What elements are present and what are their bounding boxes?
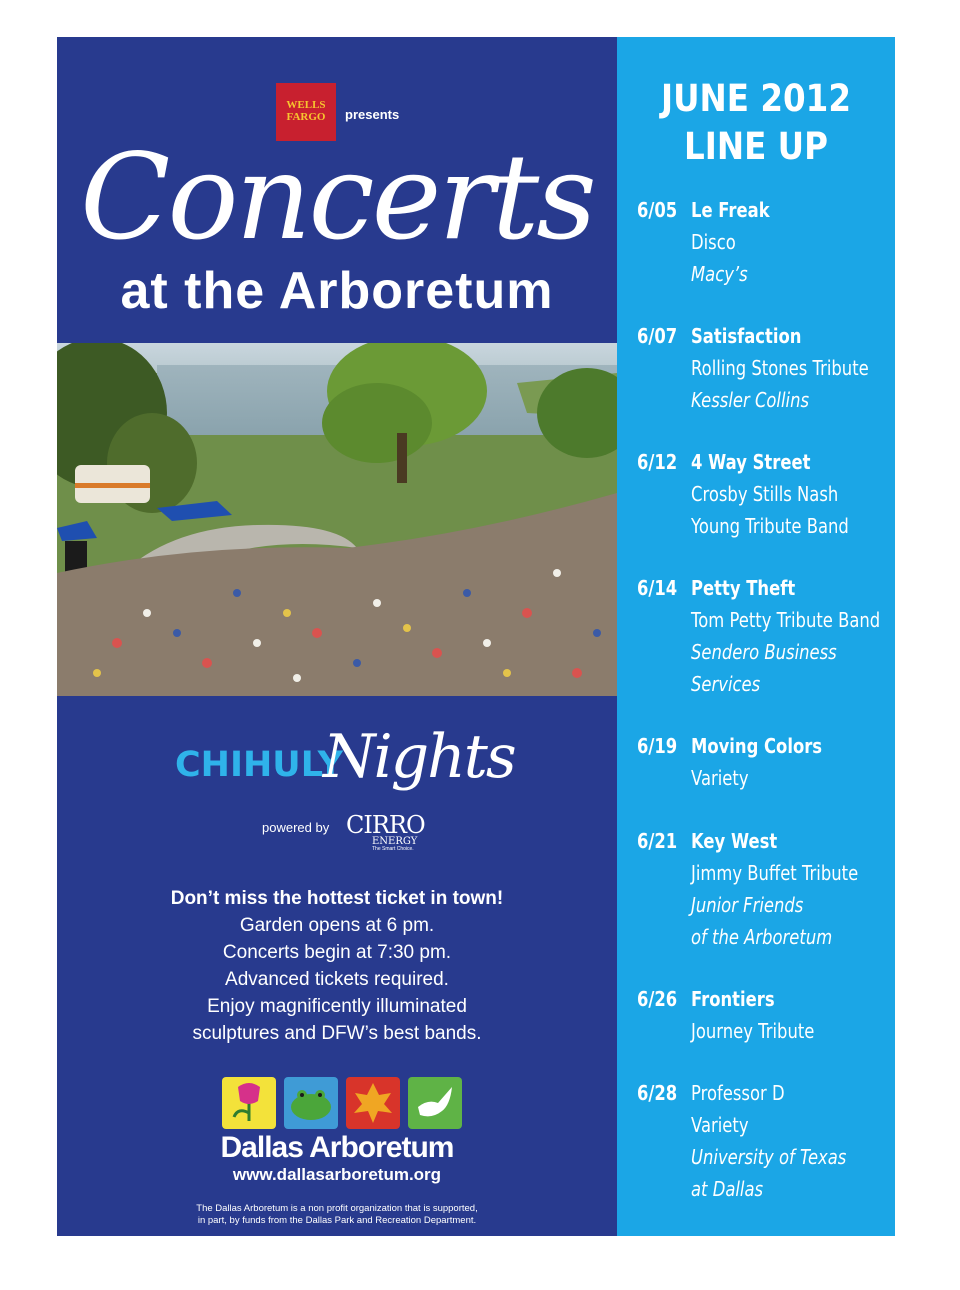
event-date: 6/05 (637, 198, 678, 222)
event-sponsor: Junior Friends (691, 893, 804, 917)
arboretum-note (157, 1203, 517, 1227)
info-line: Advanced tickets required. (225, 969, 449, 990)
arboretum-url[interactable]: www.dallasarboretum.org (232, 1165, 442, 1184)
tulip-icon (222, 1077, 276, 1129)
cirro-energy-label: ENERGY (372, 836, 418, 847)
event-description: Jimmy Buffet Tribute (691, 861, 859, 885)
lineup-event (637, 825, 887, 953)
event-name: Moving Colors (691, 734, 823, 758)
event-description: Disco (691, 230, 736, 254)
presents-label: presents (345, 107, 400, 122)
info-headline: Don’t miss the hottest ticket in town! (170, 888, 504, 909)
event-sponsor: Sendero Business (691, 640, 837, 664)
wells-fargo-logo-text: WELLS FARGO (286, 99, 326, 123)
event-sponsor: Services (691, 672, 761, 696)
powered-by-label: powered by (262, 820, 330, 835)
lineup-event (637, 572, 887, 700)
lineup-event (637, 194, 887, 290)
event-date: 6/19 (637, 734, 678, 758)
lineup-event (637, 1077, 887, 1205)
event-sponsor: of the Arboretum (691, 925, 833, 949)
info-line: Concerts begin at 7:30 pm. (222, 942, 452, 963)
lineup-panel (617, 37, 895, 1236)
event-name: Key West (691, 829, 778, 853)
event-description: Young Tribute Band (691, 514, 849, 538)
arboretum-icon-row (222, 1077, 462, 1129)
info-line: Enjoy magnificently illuminated (207, 996, 467, 1017)
event-description: Crosby Stills Nash (691, 482, 839, 506)
chihuly-wordmark: CHIHULY (175, 745, 343, 785)
lineup-event (637, 730, 887, 794)
lineup-event (637, 320, 887, 416)
arboretum-note-line: The Dallas Arboretum is a non profit organization that is supported, (196, 1203, 478, 1214)
poster-title: Concerts (80, 128, 594, 266)
event-name: 4 Way Street (691, 450, 811, 474)
info-line: Garden opens at 6 pm. (239, 915, 435, 936)
left-panel (57, 37, 617, 1236)
event-date: 6/21 (637, 829, 678, 853)
event-description: Rolling Stones Tribute (691, 356, 869, 380)
event-date: 6/12 (637, 450, 678, 474)
event-date: 6/26 (637, 987, 678, 1011)
cirro-tagline: The Smart Choice. (372, 846, 414, 852)
cirro-energy-logo (346, 811, 426, 853)
arboretum-note-line: in part, by funds from the Dallas Park and Recreation Department. (197, 1215, 477, 1226)
lineup-event (637, 983, 887, 1047)
event-name: Satisfaction (691, 324, 802, 348)
event-sponsor: at Dallas (691, 1177, 764, 1201)
event-sponsor: Macy’s (691, 262, 748, 286)
lineup-title-line: LINE UP (683, 125, 828, 168)
event-description: Tom Petty Tribute Band (691, 608, 881, 632)
event-description: Variety (691, 766, 749, 790)
poster-subtitle: at the Arboretum (120, 262, 554, 320)
info-line: sculptures and DFW’s best bands. (192, 1023, 482, 1044)
concert-crowd-photo (57, 343, 617, 696)
event-name: Professor D (691, 1081, 785, 1105)
event-sponsor: Kessler Collins (691, 388, 810, 412)
concert-poster (57, 37, 895, 1236)
cirro-wordmark: CIRRO (346, 811, 425, 839)
event-date: 6/14 (637, 576, 678, 600)
lineup-title-line: JUNE 2012 (660, 77, 851, 120)
event-info (57, 885, 617, 1047)
event-description: Journey Tribute (691, 1019, 815, 1043)
event-name: Le Freak (691, 198, 770, 222)
arboretum-name: Dallas Arboretum (220, 1131, 454, 1164)
event-description: Variety (691, 1113, 749, 1137)
event-date: 6/28 (637, 1081, 678, 1105)
lineup-title (634, 75, 879, 171)
frog-icon (284, 1077, 338, 1129)
event-name: Frontiers (691, 987, 775, 1011)
lineup-event (637, 446, 887, 542)
dove-icon (408, 1077, 462, 1129)
event-sponsor: University of Texas (691, 1145, 847, 1169)
event-date: 6/07 (637, 324, 678, 348)
event-name: Petty Theft (691, 576, 796, 600)
chihuly-nights-logo (175, 717, 515, 807)
nights-wordmark: Nights (323, 722, 515, 792)
leaf-icon (346, 1077, 400, 1129)
concert-crowd-illustration (57, 343, 617, 696)
